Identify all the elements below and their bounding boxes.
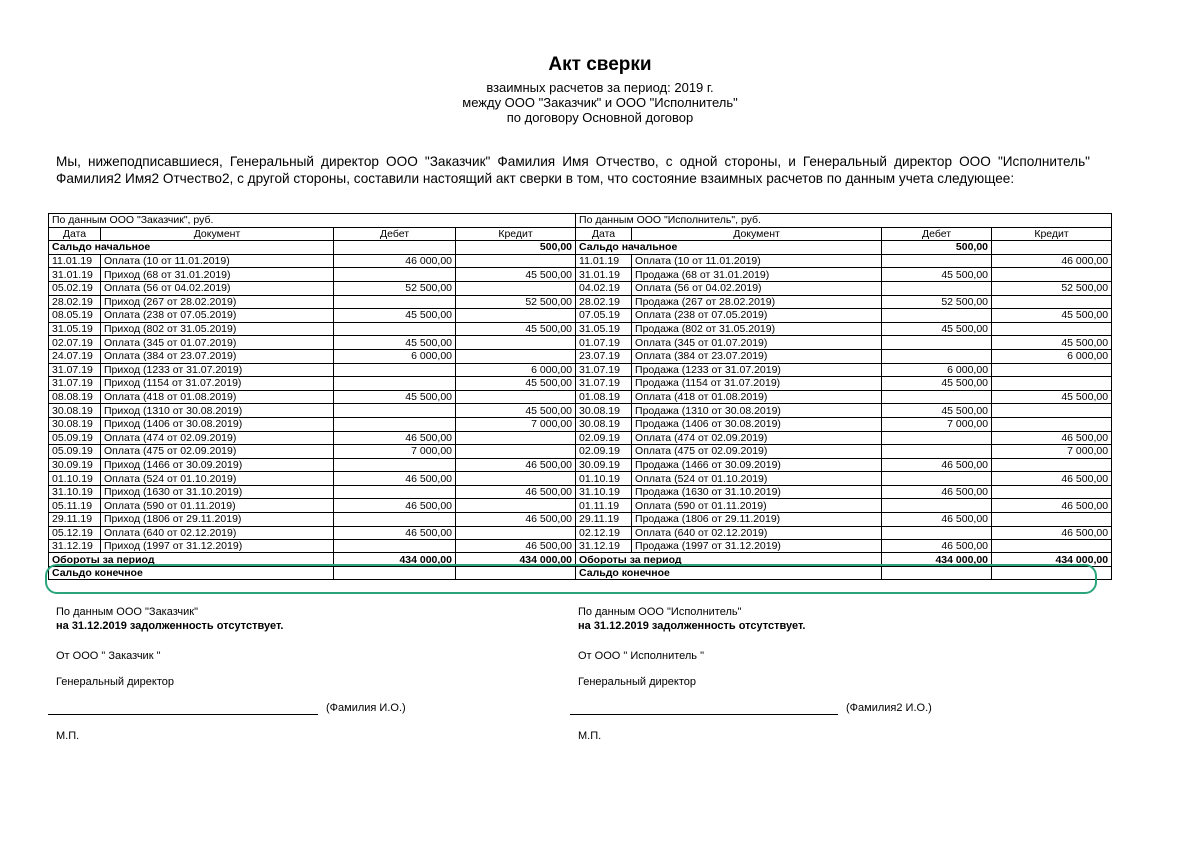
table-cell: 7 000,00 — [334, 445, 456, 459]
table-cell: Оплата (10 от 11.01.2019) — [632, 254, 882, 268]
left-debt-status: на 31.12.2019 задолженность отсутствует. — [56, 620, 284, 632]
opening-balance-row — [49, 241, 1112, 255]
table-cell: 02.09.19 — [576, 431, 632, 445]
table-cell: 46 500,00 — [334, 499, 456, 513]
header-row — [49, 227, 1112, 241]
table-cell: 11.01.19 — [49, 254, 101, 268]
table-row — [49, 336, 1112, 350]
table-cell: 23.07.19 — [576, 349, 632, 363]
table-cell: Продажа (1806 от 29.11.2019) — [632, 513, 882, 527]
table-cell: 52 500,00 — [456, 295, 576, 309]
table-cell — [456, 309, 576, 323]
table-cell: Приход (1997 от 31.12.2019) — [101, 540, 334, 553]
table-cell: 01.10.19 — [576, 472, 632, 486]
period-line: взаимных расчетов за период: 2019 г. — [486, 80, 714, 95]
table-cell: 30.09.19 — [576, 458, 632, 472]
table-cell — [456, 526, 576, 540]
caption-row — [49, 214, 1112, 228]
table-cell: Продажа (1233 от 31.07.2019) — [632, 363, 882, 377]
table-cell: 45 500,00 — [992, 336, 1112, 350]
table-cell: 02.09.19 — [576, 445, 632, 459]
table-row — [49, 526, 1112, 540]
table-cell — [334, 417, 456, 431]
table-cell — [992, 417, 1112, 431]
right-summary: По данным ООО "Исполнитель" — [578, 606, 742, 618]
table-cell: Приход (1406 от 30.08.2019) — [101, 417, 334, 431]
table-cell — [334, 322, 456, 336]
table-cell: Оплата (10 от 11.01.2019) — [101, 254, 334, 268]
right-signatory-name: (Фамилия2 И.О.) — [846, 702, 932, 714]
intro-line-3: следующее: — [937, 171, 1015, 186]
table-cell — [334, 540, 456, 553]
table-cell: 30.08.19 — [49, 417, 101, 431]
table-cell: 30.09.19 — [49, 458, 101, 472]
table-row — [49, 349, 1112, 363]
table-cell: 45 500,00 — [334, 309, 456, 323]
table-cell: Оплата (238 от 07.05.2019) — [632, 309, 882, 323]
table-cell: 30.08.19 — [49, 404, 101, 418]
table-cell: 31.07.19 — [576, 377, 632, 391]
table-cell — [456, 349, 576, 363]
table-cell: 29.11.19 — [49, 513, 101, 527]
col-document: Документ — [101, 227, 334, 241]
table-cell: 05.12.19 — [49, 526, 101, 540]
table-cell: 45 500,00 — [882, 404, 992, 418]
table-row — [49, 363, 1112, 377]
table-cell: Оплата (475 от 02.09.2019) — [632, 445, 882, 459]
table-cell: Оплата (474 от 02.09.2019) — [101, 431, 334, 445]
col-credit: Кредит — [992, 227, 1112, 241]
table-cell: 45 500,00 — [456, 404, 576, 418]
table-cell: 45 500,00 — [456, 268, 576, 282]
table-cell: 02.07.19 — [49, 336, 101, 350]
table-cell — [992, 485, 1112, 499]
intro-line-1: Мы, нижеподписавшиеся, Генеральный директор ООО "Заказчик" Фамилия Имя Отчество, с одной стороны, и Генеральный директор ООО — [56, 154, 991, 169]
table-cell — [334, 513, 456, 527]
table-cell: 29.11.19 — [576, 513, 632, 527]
table-cell: 6 000,00 — [334, 349, 456, 363]
table-cell: Оплата (384 от 23.07.2019) — [632, 349, 882, 363]
col-debit: Дебет — [882, 227, 992, 241]
table-cell: 31.10.19 — [576, 485, 632, 499]
table-cell: Приход (1630 от 31.10.2019) — [101, 485, 334, 499]
table-cell: Приход (1154 от 31.07.2019) — [101, 377, 334, 391]
table-cell — [882, 472, 992, 486]
table-cell: 46 500,00 — [334, 472, 456, 486]
table-row — [49, 485, 1112, 499]
table-cell: Продажа (802 от 31.05.2019) — [632, 322, 882, 336]
left-signatory-name: (Фамилия И.О.) — [326, 702, 406, 714]
table-cell: 45 500,00 — [334, 336, 456, 350]
table-cell: 46 000,00 — [992, 254, 1112, 268]
table-cell — [992, 458, 1112, 472]
page-title: Акт сверки — [548, 54, 652, 75]
table-cell — [456, 336, 576, 350]
table-cell: Продажа (1154 от 31.07.2019) — [632, 377, 882, 391]
table-row — [49, 513, 1112, 527]
table-cell — [334, 377, 456, 391]
table-cell: 45 500,00 — [882, 377, 992, 391]
table-cell: 01.11.19 — [576, 499, 632, 513]
table-cell — [882, 254, 992, 268]
table-row — [49, 404, 1112, 418]
table-cell: Оплата (418 от 01.08.2019) — [101, 390, 334, 404]
table-cell — [992, 404, 1112, 418]
turnover-left-credit: 434 000,00 — [456, 553, 576, 567]
table-cell: 52 500,00 — [992, 281, 1112, 295]
table-cell: Продажа (1310 от 30.08.2019) — [632, 404, 882, 418]
table-cell: 05.11.19 — [49, 499, 101, 513]
table-cell: Приход (68 от 31.01.2019) — [101, 268, 334, 282]
table-cell: Оплата (590 от 01.11.2019) — [101, 499, 334, 513]
table-row — [49, 431, 1112, 445]
table-cell: 46 500,00 — [882, 485, 992, 499]
table-cell: 31.12.19 — [576, 540, 632, 553]
table-cell: 45 500,00 — [456, 377, 576, 391]
table-cell: 01.08.19 — [576, 390, 632, 404]
table-cell: Оплата (384 от 23.07.2019) — [101, 349, 334, 363]
table-cell: 04.02.19 — [576, 281, 632, 295]
table-cell: Оплата (475 от 02.09.2019) — [101, 445, 334, 459]
table-cell — [992, 377, 1112, 391]
table-cell: Оплата (345 от 01.07.2019) — [632, 336, 882, 350]
table-cell — [992, 268, 1112, 282]
table-cell — [456, 472, 576, 486]
left-caption: По данным ООО "Заказчик", руб. — [49, 214, 576, 228]
table-cell: Оплата (418 от 01.08.2019) — [632, 390, 882, 404]
table-cell: 45 500,00 — [882, 322, 992, 336]
table-cell: 46 500,00 — [992, 499, 1112, 513]
table-cell: 7 000,00 — [456, 417, 576, 431]
table-cell — [992, 513, 1112, 527]
col-credit: Кредит — [456, 227, 576, 241]
turnover-left-debit: 434 000,00 — [334, 553, 456, 567]
table-cell — [456, 254, 576, 268]
table-cell — [882, 499, 992, 513]
table-cell — [882, 349, 992, 363]
table-cell — [456, 445, 576, 459]
table-cell: 30.08.19 — [576, 404, 632, 418]
table-cell: 6 000,00 — [882, 363, 992, 377]
table-cell — [334, 268, 456, 282]
table-cell: 46 500,00 — [334, 431, 456, 445]
table-cell: Продажа (1630 от 31.10.2019) — [632, 485, 882, 499]
table-cell: 24.07.19 — [49, 349, 101, 363]
table-cell: 05.09.19 — [49, 431, 101, 445]
contract-line: по договору Основной договор — [506, 110, 694, 125]
right-org: От ООО " Исполнитель " — [578, 650, 704, 662]
table-cell: Оплата (56 от 04.02.2019) — [632, 281, 882, 295]
left-summary: По данным ООО "Заказчик" — [56, 606, 199, 618]
table-row — [49, 540, 1112, 553]
table-cell: 31.01.19 — [49, 268, 101, 282]
table-cell — [334, 295, 456, 309]
table-cell: 46 000,00 — [334, 254, 456, 268]
table-cell: Оплата (238 от 07.05.2019) — [101, 309, 334, 323]
left-stamp: М.П. — [56, 730, 80, 742]
table-cell: 31.07.19 — [49, 377, 101, 391]
table-row — [49, 499, 1112, 513]
right-stamp: М.П. — [578, 730, 602, 742]
turnover-right-credit: 434 000,00 — [992, 553, 1112, 567]
table-cell: 52 500,00 — [882, 295, 992, 309]
table-cell: 6 000,00 — [992, 349, 1112, 363]
table-cell: Продажа (1406 от 30.08.2019) — [632, 417, 882, 431]
table-cell: 05.02.19 — [49, 281, 101, 295]
table-cell: 45 500,00 — [992, 390, 1112, 404]
table-cell: 08.08.19 — [49, 390, 101, 404]
table-cell — [882, 526, 992, 540]
table-cell — [992, 295, 1112, 309]
table-cell: 52 500,00 — [334, 281, 456, 295]
table-row — [49, 377, 1112, 391]
table-cell: 45 500,00 — [456, 322, 576, 336]
table-cell: 45 500,00 — [882, 268, 992, 282]
closing-label: Сальдо конечное — [576, 566, 882, 580]
opening-left-credit: 500,00 — [456, 241, 576, 255]
table-cell: Оплата (640 от 02.12.2019) — [632, 526, 882, 540]
table-cell: Продажа (68 от 31.01.2019) — [632, 268, 882, 282]
table-cell: 31.07.19 — [49, 363, 101, 377]
table-cell — [992, 540, 1112, 553]
totals-highlight — [45, 564, 1097, 594]
table-cell: 07.05.19 — [576, 309, 632, 323]
table-cell — [882, 431, 992, 445]
reconciliation-table — [48, 213, 1112, 580]
table-cell: 46 500,00 — [992, 472, 1112, 486]
table-cell — [992, 322, 1112, 336]
table-cell: Оплата (474 от 02.09.2019) — [632, 431, 882, 445]
right-signature-line — [570, 714, 838, 715]
table-cell: 01.10.19 — [49, 472, 101, 486]
right-caption: По данным ООО "Исполнитель", руб. — [576, 214, 1112, 228]
col-date: Дата — [49, 227, 101, 241]
table-row — [49, 390, 1112, 404]
table-row — [49, 309, 1112, 323]
table-row — [49, 458, 1112, 472]
table-cell — [882, 309, 992, 323]
table-cell: 31.10.19 — [49, 485, 101, 499]
table-cell: Оплата (524 от 01.10.2019) — [632, 472, 882, 486]
table-cell — [334, 458, 456, 472]
table-cell — [456, 431, 576, 445]
table-cell: 46 500,00 — [334, 526, 456, 540]
table-cell: 46 500,00 — [992, 431, 1112, 445]
table-cell: Оплата (345 от 01.07.2019) — [101, 336, 334, 350]
table-cell: Приход (1233 от 31.07.2019) — [101, 363, 334, 377]
table-cell: 11.01.19 — [576, 254, 632, 268]
table-cell — [456, 499, 576, 513]
table-cell: 6 000,00 — [456, 363, 576, 377]
table-row — [49, 268, 1112, 282]
turnover-label: Обороты за период — [576, 553, 882, 567]
table-cell: Продажа (1466 от 30.09.2019) — [632, 458, 882, 472]
table-cell — [882, 390, 992, 404]
table-cell — [456, 390, 576, 404]
table-cell: Оплата (56 от 04.02.2019) — [101, 281, 334, 295]
opening-label: Сальдо начальное — [49, 241, 334, 255]
parties-line: между ООО "Заказчик" и ООО "Исполнитель" — [462, 95, 738, 110]
table-cell: 02.12.19 — [576, 526, 632, 540]
table-row — [49, 445, 1112, 459]
table-row — [49, 281, 1112, 295]
table-cell: 01.07.19 — [576, 336, 632, 350]
table-cell: 46 500,00 — [882, 513, 992, 527]
intro-paragraph — [56, 153, 1090, 187]
table-cell: 46 500,00 — [882, 458, 992, 472]
turnover-label: Обороты за период — [49, 553, 334, 567]
table-cell — [882, 445, 992, 459]
table-cell: 31.01.19 — [576, 268, 632, 282]
table-row — [49, 322, 1112, 336]
table-cell: 46 500,00 — [456, 458, 576, 472]
table-cell: Оплата (590 от 01.11.2019) — [632, 499, 882, 513]
table-cell: Продажа (1997 от 31.12.2019) — [632, 540, 882, 553]
col-debit: Дебет — [334, 227, 456, 241]
opening-label: Сальдо начальное — [576, 241, 882, 255]
table-cell: 45 500,00 — [992, 309, 1112, 323]
table-cell: Приход (1466 от 30.09.2019) — [101, 458, 334, 472]
table-cell: Оплата (524 от 01.10.2019) — [101, 472, 334, 486]
table-cell — [882, 281, 992, 295]
left-signature-line — [48, 714, 318, 715]
table-row — [49, 254, 1112, 268]
table-cell: Приход (267 от 28.02.2019) — [101, 295, 334, 309]
table-cell: 08.05.19 — [49, 309, 101, 323]
table-cell: 31.07.19 — [576, 363, 632, 377]
col-document: Документ — [632, 227, 882, 241]
table-cell: 05.09.19 — [49, 445, 101, 459]
table-cell: 28.02.19 — [49, 295, 101, 309]
table-cell: 30.08.19 — [576, 417, 632, 431]
table-cell: 7 000,00 — [992, 445, 1112, 459]
table-cell — [334, 485, 456, 499]
table-cell: 46 500,00 — [456, 540, 576, 553]
col-date: Дата — [576, 227, 632, 241]
turnover-right-debit: 434 000,00 — [882, 553, 992, 567]
opening-right-debit: 500,00 — [882, 241, 992, 255]
table-cell: 46 500,00 — [882, 540, 992, 553]
right-debt-status: на 31.12.2019 задолженность отсутствует. — [578, 620, 806, 632]
table-cell — [882, 336, 992, 350]
transaction-rows — [49, 254, 1112, 552]
table-cell — [334, 404, 456, 418]
table-cell: 31.05.19 — [576, 322, 632, 336]
table-cell: Оплата (640 от 02.12.2019) — [101, 526, 334, 540]
table-cell: 46 500,00 — [992, 526, 1112, 540]
table-cell: Продажа (267 от 28.02.2019) — [632, 295, 882, 309]
table-row — [49, 472, 1112, 486]
table-cell — [992, 363, 1112, 377]
table-cell: 31.05.19 — [49, 322, 101, 336]
table-cell: 46 500,00 — [456, 513, 576, 527]
table-cell — [456, 281, 576, 295]
table-cell: 46 500,00 — [456, 485, 576, 499]
table-row — [49, 295, 1112, 309]
table-cell: 45 500,00 — [334, 390, 456, 404]
table-cell: Приход (1310 от 30.08.2019) — [101, 404, 334, 418]
table-cell: 31.12.19 — [49, 540, 101, 553]
table-cell — [334, 363, 456, 377]
intro-line-2: "Исполнитель" Фамилия2 Имя2 Отчество2, с другой стороны, составили настоящий акт сверки в том, что состояние взаимных расчетов по данным учета — [56, 154, 1091, 186]
left-org: От ООО " Заказчик " — [56, 650, 161, 662]
table-cell: Приход (802 от 31.05.2019) — [101, 322, 334, 336]
left-position: Генеральный директор — [56, 676, 174, 688]
table-cell: 7 000,00 — [882, 417, 992, 431]
table-cell: Приход (1806 от 29.11.2019) — [101, 513, 334, 527]
table-cell: 28.02.19 — [576, 295, 632, 309]
table-row — [49, 417, 1112, 431]
closing-label: Сальдо конечное — [49, 566, 334, 580]
right-position: Генеральный директор — [578, 676, 696, 688]
